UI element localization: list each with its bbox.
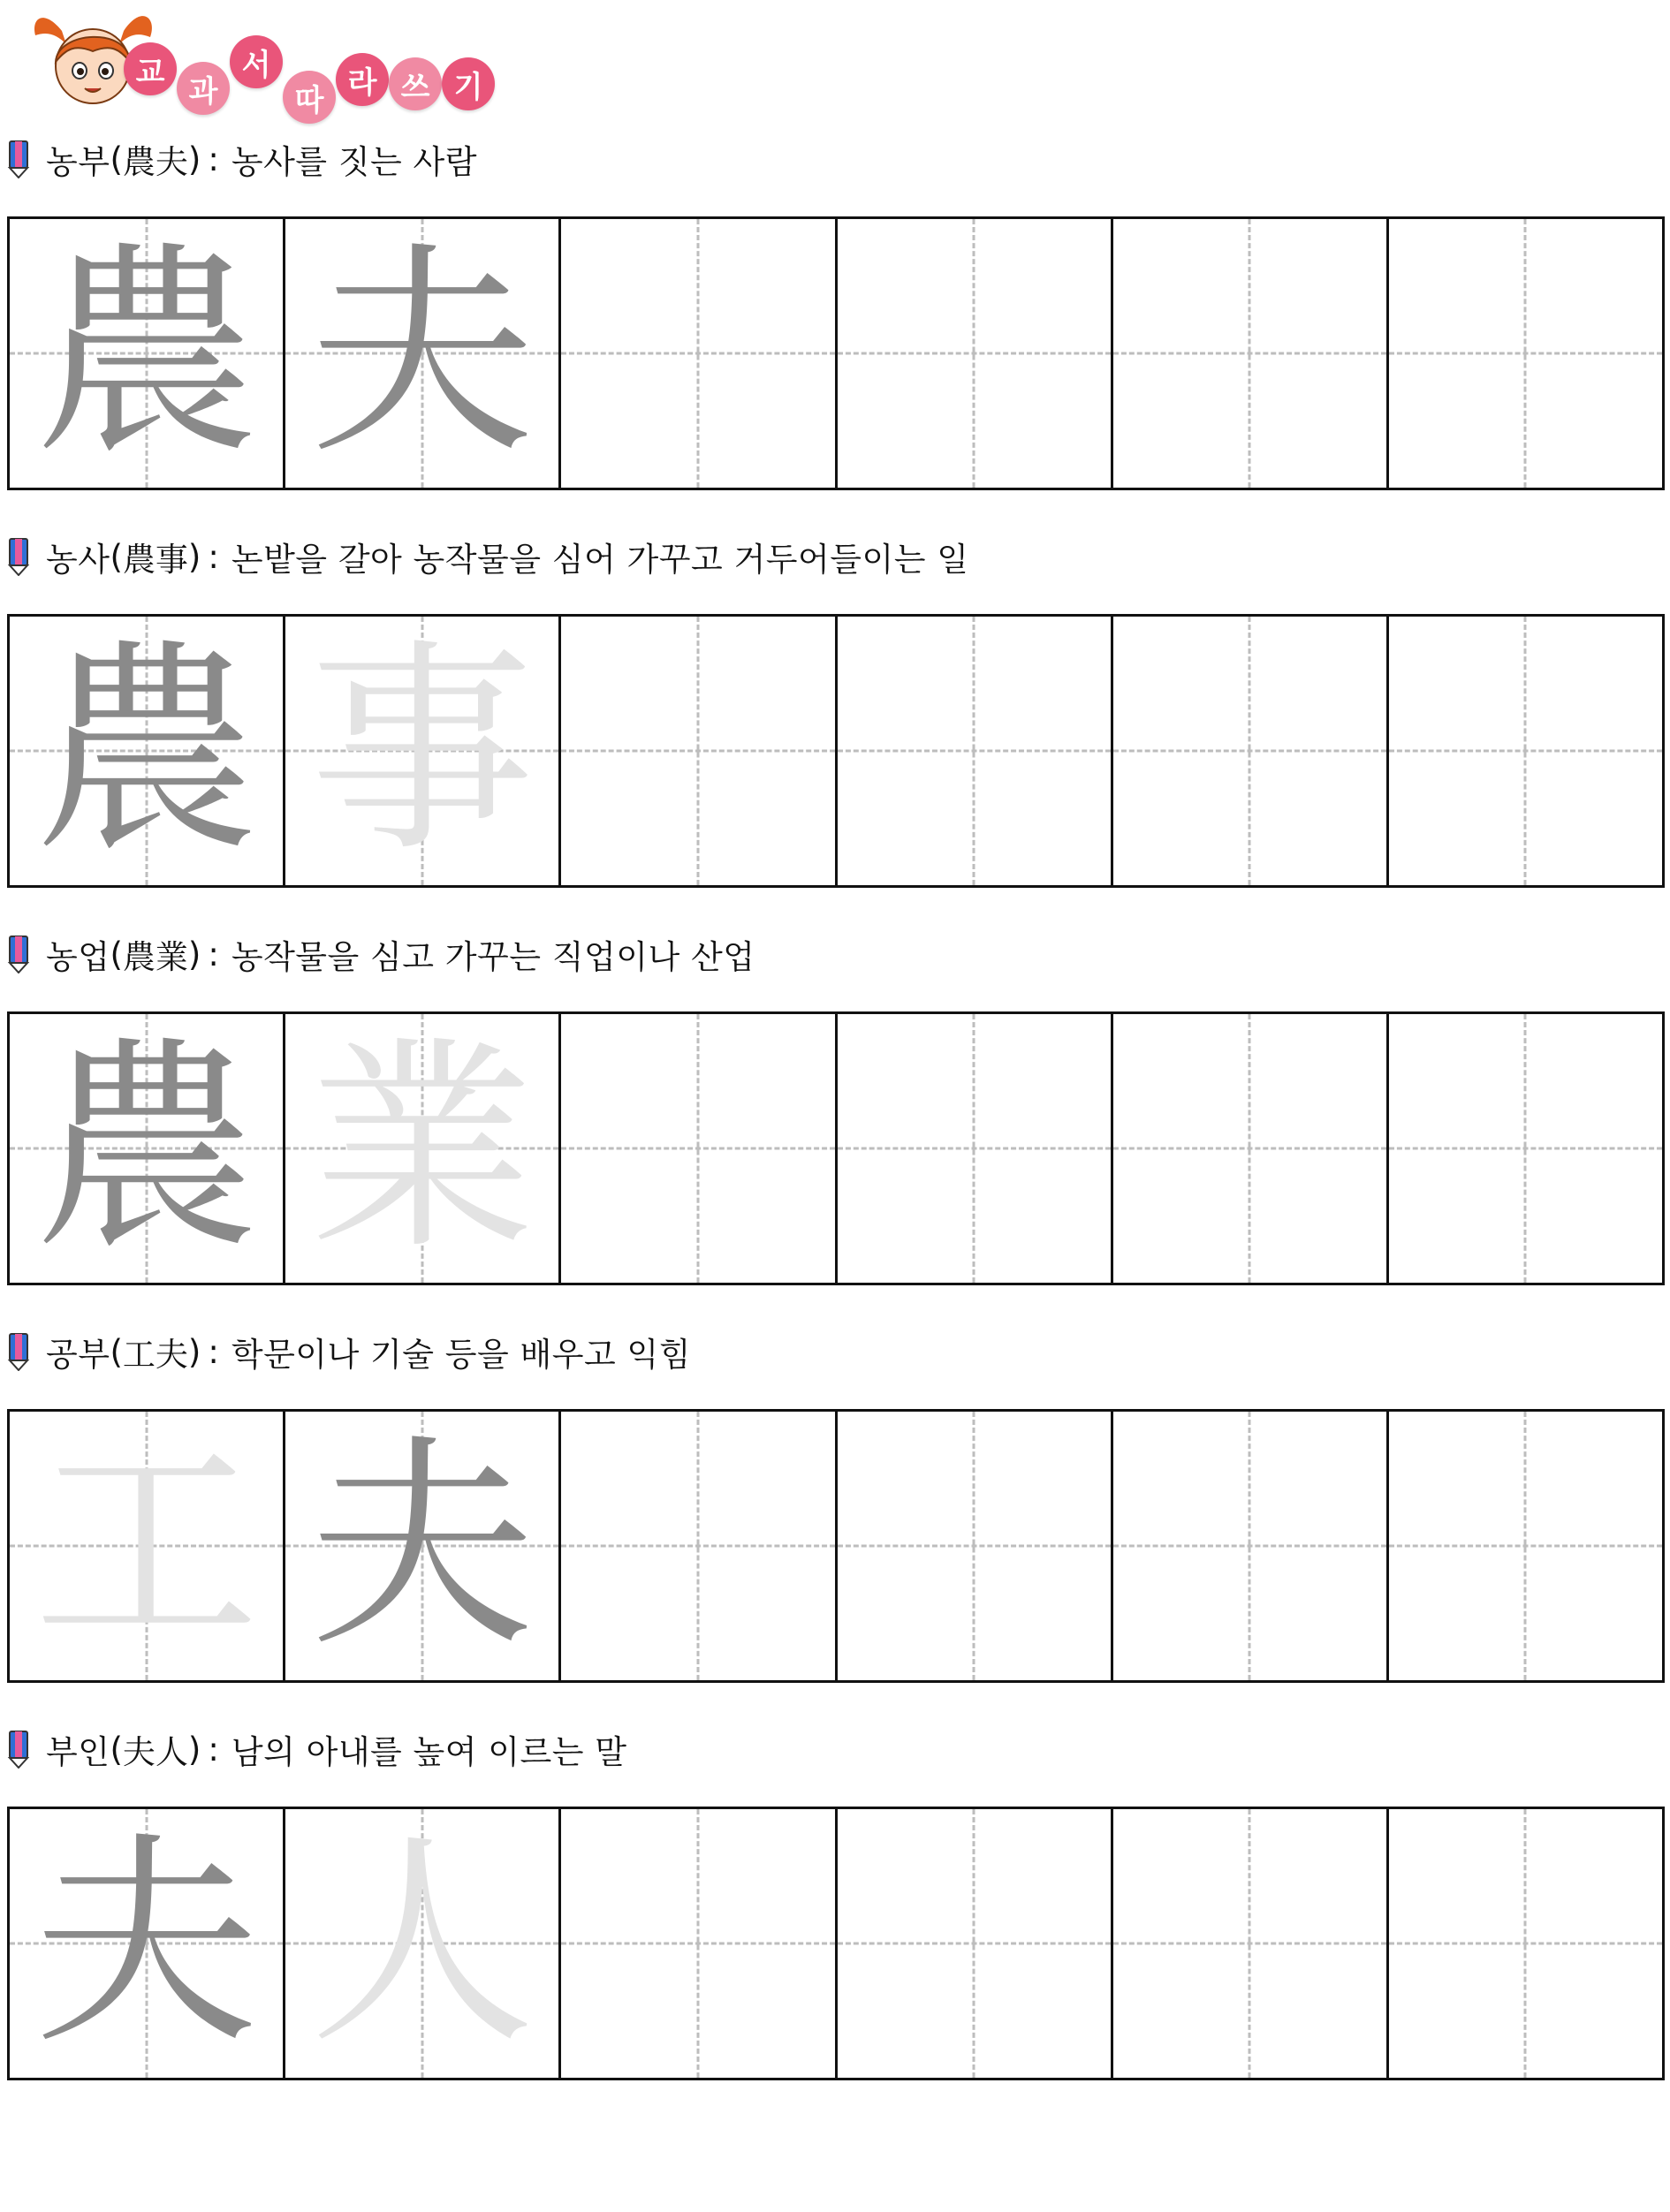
trace-character: 夫 <box>309 1414 535 1678</box>
close-paren: ) <box>187 1730 201 1769</box>
writing-cell[interactable] <box>838 617 1113 885</box>
section-heading <box>7 530 968 583</box>
section-heading <box>7 928 755 981</box>
word-korean: 농업 <box>46 938 110 976</box>
word-hanja: 農業 <box>122 938 188 976</box>
writing-cell[interactable] <box>285 1014 561 1283</box>
guide-line-horizontal <box>1113 352 1386 355</box>
guide-line-horizontal <box>1113 1943 1386 1945</box>
section-heading <box>7 1723 627 1776</box>
word-korean: 농사 <box>46 541 110 579</box>
pencil-icon <box>7 1332 30 1371</box>
title-badge: 서 <box>230 35 283 88</box>
writing-cell[interactable] <box>1389 1412 1662 1680</box>
writing-cell[interactable] <box>10 617 285 885</box>
writing-cell[interactable] <box>10 1014 285 1283</box>
guide-line-horizontal <box>1389 352 1662 355</box>
trace-character: 農 <box>34 222 260 485</box>
pencil-icon <box>7 140 30 178</box>
writing-cell[interactable] <box>1113 1014 1389 1283</box>
word-meaning: 농작물을 심고 가꾸는 직업이나 산업 <box>231 938 755 976</box>
guide-line-horizontal <box>1113 750 1386 753</box>
writing-cell[interactable] <box>1113 219 1389 488</box>
section-heading <box>7 1325 691 1378</box>
writing-cell[interactable] <box>285 219 561 488</box>
trace-character: 工 <box>34 1414 260 1678</box>
writing-cell[interactable] <box>838 1412 1113 1680</box>
writing-grid <box>7 1409 1665 1683</box>
title-badge: 따 <box>283 71 336 124</box>
writing-cell[interactable] <box>10 1412 285 1680</box>
trace-character: 夫 <box>309 222 535 485</box>
writing-cell[interactable] <box>1389 617 1662 885</box>
writing-grid <box>7 1011 1665 1285</box>
writing-cell[interactable] <box>1113 1809 1389 2078</box>
trace-character: 夫 <box>34 1812 260 2075</box>
trace-character: 業 <box>309 1017 535 1280</box>
open-paren: ( <box>110 140 123 178</box>
separator: : <box>208 140 219 178</box>
word-meaning: 농사를 짓는 사람 <box>231 143 478 181</box>
pencil-icon <box>7 537 30 576</box>
writing-grid <box>7 614 1665 888</box>
writing-cell[interactable] <box>285 1809 561 2078</box>
guide-line-horizontal <box>838 352 1111 355</box>
word-hanja: 農事 <box>122 541 188 579</box>
word-korean: 공부 <box>46 1336 110 1374</box>
close-paren: ) <box>187 537 201 576</box>
writing-cell[interactable] <box>561 1412 837 1680</box>
guide-line-horizontal <box>1113 1148 1386 1150</box>
word-korean: 부인 <box>46 1733 110 1771</box>
title-badge: 교 <box>124 42 177 95</box>
writing-cell[interactable] <box>838 1809 1113 2078</box>
writing-cell[interactable] <box>10 219 285 488</box>
writing-cell[interactable] <box>838 219 1113 488</box>
close-paren: ) <box>187 140 201 178</box>
pencil-icon <box>7 1730 30 1769</box>
title-badge: 쓰 <box>389 57 442 110</box>
section-heading <box>7 133 477 186</box>
word-meaning: 남의 아내를 높여 이르는 말 <box>231 1733 627 1771</box>
writing-grid <box>7 216 1665 490</box>
writing-grid <box>7 1807 1665 2080</box>
writing-cell[interactable] <box>561 219 837 488</box>
writing-cell[interactable] <box>10 1809 285 2078</box>
open-paren: ( <box>110 1332 123 1371</box>
close-paren: ) <box>187 935 201 973</box>
title-badge: 기 <box>442 57 495 110</box>
word-hanja: 工夫 <box>122 1336 188 1374</box>
writing-cell[interactable] <box>1389 1014 1662 1283</box>
guide-line-horizontal <box>838 750 1111 753</box>
writing-cell[interactable] <box>561 1809 837 2078</box>
open-paren: ( <box>110 1730 123 1769</box>
writing-cell[interactable] <box>838 1014 1113 1283</box>
trace-character: 農 <box>34 1017 260 1280</box>
guide-line-horizontal <box>561 1148 834 1150</box>
guide-line-horizontal <box>561 1943 834 1945</box>
writing-cell[interactable] <box>1113 1412 1389 1680</box>
writing-cell[interactable] <box>561 617 837 885</box>
title-badge: 과 <box>177 62 230 115</box>
word-hanja: 農夫 <box>122 143 188 181</box>
writing-cell[interactable] <box>1389 219 1662 488</box>
guide-line-horizontal <box>1389 750 1662 753</box>
word-hanja: 夫人 <box>122 1733 188 1771</box>
guide-line-horizontal <box>1389 1148 1662 1150</box>
separator: : <box>208 537 219 576</box>
word-korean: 농부 <box>46 143 110 181</box>
trace-character: 人 <box>309 1812 535 2075</box>
guide-line-horizontal <box>1389 1943 1662 1945</box>
pencil-icon <box>7 935 30 973</box>
word-meaning: 학문이나 기술 등을 배우고 익힘 <box>231 1336 692 1374</box>
guide-line-horizontal <box>561 750 834 753</box>
open-paren: ( <box>110 537 123 576</box>
writing-cell[interactable] <box>285 617 561 885</box>
separator: : <box>208 1332 219 1371</box>
guide-line-horizontal <box>1113 1545 1386 1548</box>
header-logo <box>27 0 486 124</box>
writing-cell[interactable] <box>1113 617 1389 885</box>
trace-character: 事 <box>309 619 535 883</box>
word-meaning: 논밭을 갈아 농작물을 심어 가꾸고 거두어들이는 일 <box>231 541 969 579</box>
guide-line-horizontal <box>561 352 834 355</box>
guide-line-horizontal <box>838 1545 1111 1548</box>
guide-line-horizontal <box>561 1545 834 1548</box>
separator: : <box>208 1730 219 1769</box>
guide-line-horizontal <box>1389 1545 1662 1548</box>
trace-character: 農 <box>34 619 260 883</box>
separator: : <box>208 935 219 973</box>
guide-line-horizontal <box>838 1943 1111 1945</box>
writing-cell[interactable] <box>561 1014 837 1283</box>
guide-line-horizontal <box>838 1148 1111 1150</box>
writing-cell[interactable] <box>1389 1809 1662 2078</box>
title-badge: 라 <box>336 53 389 106</box>
writing-cell[interactable] <box>285 1412 561 1680</box>
close-paren: ) <box>187 1332 201 1371</box>
open-paren: ( <box>110 935 123 973</box>
